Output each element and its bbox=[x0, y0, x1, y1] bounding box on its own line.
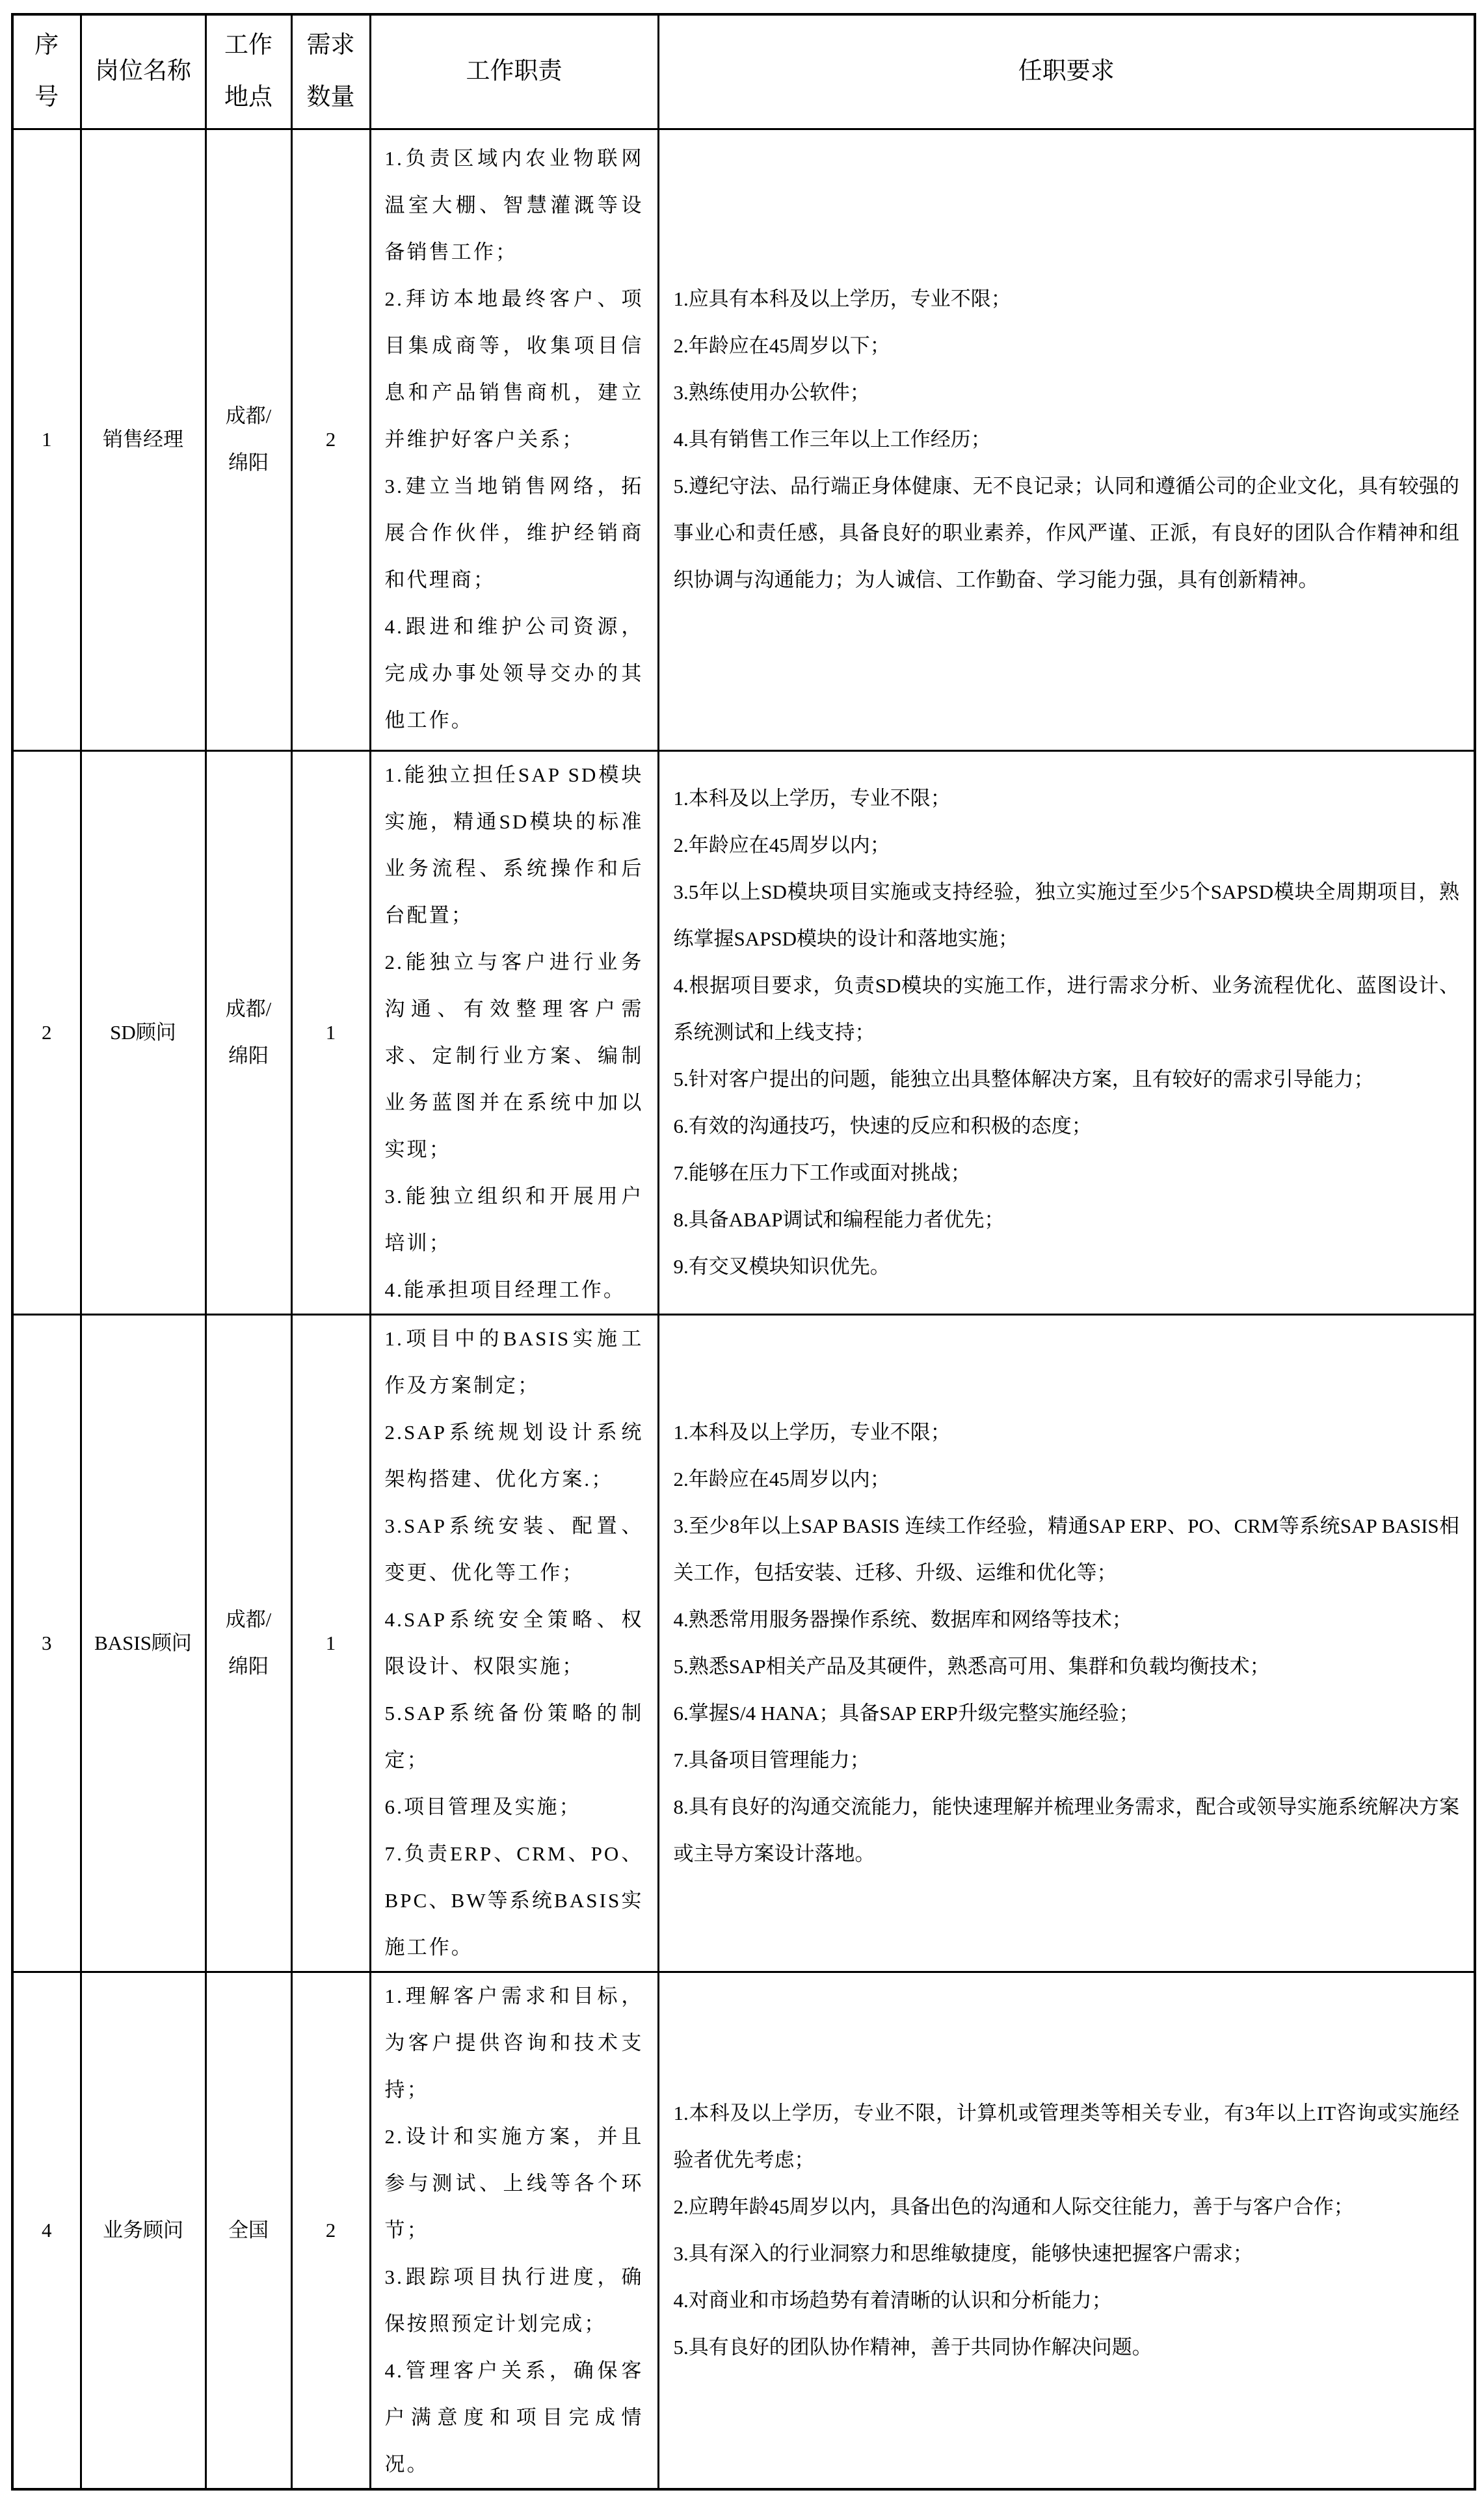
col-header-job-requirements bbox=[658, 14, 1475, 129]
text-line: 岗位名称 bbox=[95, 58, 191, 85]
text-line: 2.年龄应在45周岁以内； bbox=[673, 833, 890, 856]
cell-work-location bbox=[205, 750, 291, 1314]
col-header-serial-no bbox=[12, 14, 81, 129]
text-line: 4.跟进和维护公司资源，完成办事处领导交办的其他工作。 bbox=[384, 615, 644, 732]
text-line: 4.管理客户关系，确保客户满意度和项目完成情况。 bbox=[384, 2359, 644, 2476]
text-line: 6.项目管理及实施； bbox=[384, 1795, 581, 1818]
text-line: 5.针对客户提出的问题，能独立出具整体解决方案，且有较好的需求引导能力； bbox=[673, 1067, 1374, 1091]
col-header-job-duties bbox=[370, 14, 658, 129]
cell-position-name: 销售经理 bbox=[81, 129, 205, 750]
text-line: 4.能承担项目经理工作。 bbox=[384, 1278, 626, 1301]
text-line: 1.本科及以上学历，专业不限； bbox=[673, 786, 951, 810]
text-line: 工作职责 bbox=[466, 58, 563, 85]
cell-serial-no: 4 bbox=[12, 1972, 81, 2489]
cell-job-duties bbox=[370, 750, 658, 1314]
text-line: 5.遵纪守法、品行端正身体健康、无不良记录；认同和遵循公司的企业文化，具有较强的事业心和责任感，具备良好的职业素养，作风严谨、正派，有良好的团队合作精神和组织协调与沟通能力；为人诚信、工作勤奋、学习能力强，具有创新精神。 bbox=[673, 475, 1459, 591]
text-line: 3.熟练使用办公软件； bbox=[673, 381, 870, 404]
text-line: 4.熟悉常用服务器操作系统、数据库和网络等技术； bbox=[673, 1607, 1132, 1631]
text-line: 2.应聘年龄45周岁以内，具备出色的沟通和人际交往能力，善于与客户合作； bbox=[673, 2195, 1354, 2218]
col-header-work-location bbox=[205, 14, 291, 129]
text-line: 3.5年以上SD模块项目实施或支持经验，独立实施过至少5个SAPSD模块全周期项目，熟练掌握SAPSD模块的设计和落地实施； bbox=[673, 880, 1459, 950]
text-line: 3.能独立组织和开展用户培训； bbox=[384, 1184, 644, 1254]
text-line: 号 bbox=[34, 84, 59, 111]
cell-work-location bbox=[205, 129, 291, 750]
text-line: 1.本科及以上学历，专业不限； bbox=[673, 1420, 951, 1444]
text-line: 3.跟踪项目执行进度，确保按照预定计划完成； bbox=[384, 2265, 644, 2335]
text-line: 7.能够在压力下工作或面对挑战； bbox=[673, 1161, 971, 1184]
cell-job-requirements bbox=[658, 1972, 1475, 2489]
cell-position-name: 业务顾问 bbox=[81, 1972, 205, 2489]
text-line: 2.设计和实施方案，并且参与测试、上线等各个环节； bbox=[384, 2124, 644, 2241]
cell-job-duties bbox=[370, 1972, 658, 2489]
text-line: 需求 bbox=[306, 32, 355, 59]
text-line: 5.具有良好的团队协作精神，善于共同协作解决问题。 bbox=[673, 2335, 1152, 2359]
text-line: 5.SAP系统备份策略的制定； bbox=[384, 1701, 644, 1771]
text-line: 9.有交叉模块知识优先。 bbox=[673, 1254, 890, 1278]
text-line: 2.年龄应在45周岁以下； bbox=[673, 334, 890, 357]
text-line: 全国 bbox=[228, 2218, 269, 2241]
cell-job-requirements bbox=[658, 750, 1475, 1314]
cell-required-count: 1 bbox=[291, 1314, 370, 1972]
table-row bbox=[12, 1972, 1475, 2489]
text-line: 3.SAP系统安装、配置、变更、优化等工作； bbox=[384, 1514, 644, 1584]
text-line: 地点 bbox=[224, 84, 272, 111]
cell-required-count: 2 bbox=[291, 129, 370, 750]
text-line: 1.负责区域内农业物联网温室大棚、智慧灌溉等设备销售工作； bbox=[384, 147, 644, 263]
text-line: 6.掌握S/4 HANA；具备SAP ERP升级完整实施经验； bbox=[673, 1701, 1139, 1725]
text-line: 6.有效的沟通技巧，快速的反应和积极的态度； bbox=[673, 1114, 1092, 1137]
text-line: 1.能独立担任SAP SD模块实施，精通SD模块的标准业务流程、系统操作和后台配置； bbox=[384, 763, 644, 927]
text-line: 2.能独立与客户进行业务沟通、有效整理客户需求、定制行业方案、编制业务蓝图并在系统中加以实现； bbox=[384, 950, 644, 1161]
cell-serial-no: 2 bbox=[12, 750, 81, 1314]
text-line: 8.具备ABAP调试和编程能力者优先； bbox=[673, 1208, 1005, 1231]
text-line: 绵阳 bbox=[228, 1654, 269, 1678]
cell-work-location bbox=[205, 1972, 291, 2489]
text-line: 4.SAP系统安全策略、权限设计、权限实施； bbox=[384, 1607, 644, 1678]
text-line: 2.年龄应在45周岁以内； bbox=[673, 1467, 890, 1490]
table-body bbox=[12, 129, 1475, 2489]
text-line: 任职要求 bbox=[1018, 58, 1115, 85]
cell-job-requirements bbox=[658, 1314, 1475, 1972]
text-line: 数量 bbox=[306, 84, 355, 111]
text-line: 成都/ bbox=[225, 404, 272, 427]
cell-job-duties bbox=[370, 1314, 658, 1972]
cell-serial-no: 3 bbox=[12, 1314, 81, 1972]
cell-job-duties bbox=[370, 129, 658, 750]
col-header-required-count bbox=[291, 14, 370, 129]
cell-position-name: SD顾问 bbox=[81, 750, 205, 1314]
text-line: 2.拜访本地最终客户、项目集成商等，收集项目信息和产品销售商机，建立并维护好客户关系； bbox=[384, 287, 644, 451]
text-line: 3.具有深入的行业洞察力和思维敏捷度，能够快速把握客户需求； bbox=[673, 2241, 1253, 2265]
text-line: 绵阳 bbox=[228, 451, 269, 474]
text-line: 4.具有销售工作三年以上工作经历； bbox=[673, 428, 991, 451]
text-line: 工作 bbox=[224, 32, 272, 59]
text-line: 2.SAP系统规划设计系统架构搭建、优化方案.； bbox=[384, 1420, 644, 1490]
text-line: 3.建立当地销售网络，拓展合作伙伴，维护经销商和代理商； bbox=[384, 475, 644, 591]
text-line: 1.项目中的BASIS实施工作及方案制定； bbox=[384, 1327, 644, 1397]
text-line: 成都/ bbox=[225, 997, 272, 1020]
cell-required-count: 2 bbox=[291, 1972, 370, 2489]
header-row bbox=[12, 14, 1475, 129]
cell-required-count: 1 bbox=[291, 750, 370, 1314]
text-line: 绵阳 bbox=[228, 1044, 269, 1067]
text-line: 序 bbox=[34, 32, 59, 59]
text-line: 7.具备项目管理能力； bbox=[673, 1748, 870, 1771]
col-header-position-name bbox=[81, 14, 205, 129]
text-line: 8.具有良好的沟通交流能力，能快速理解并梳理业务需求，配合或领导实施系统解决方案或主导方案设计落地。 bbox=[673, 1795, 1459, 1865]
text-line: 7.负责ERP、CRM、PO、BPC、BW等系统BASIS实施工作。 bbox=[384, 1842, 644, 1959]
cell-position-name: BASIS顾问 bbox=[81, 1314, 205, 1972]
table-row bbox=[12, 1314, 1475, 1972]
cell-serial-no: 1 bbox=[12, 129, 81, 750]
text-line: 成都/ bbox=[225, 1607, 272, 1631]
text-line: 5.熟悉SAP相关产品及其硬件，熟悉高可用、集群和负载均衡技术； bbox=[673, 1654, 1270, 1678]
text-line: 1.本科及以上学历，专业不限，计算机或管理类等相关专业，有3年以上IT咨询或实施经验者优先考虑； bbox=[673, 2101, 1459, 2171]
text-line: 4.根据项目要求，负责SD模块的实施工作，进行需求分析、业务流程优化、蓝图设计、系统测试和上线支持； bbox=[673, 973, 1459, 1044]
text-line: 4.对商业和市场趋势有着清晰的认识和分析能力； bbox=[673, 2288, 1112, 2312]
table-row bbox=[12, 129, 1475, 750]
job-positions-table bbox=[11, 13, 1476, 2491]
text-line: 1.理解客户需求和目标，为客户提供咨询和技术支持； bbox=[384, 1984, 644, 2101]
table-row bbox=[12, 750, 1475, 1314]
cell-work-location bbox=[205, 1314, 291, 1972]
cell-job-requirements bbox=[658, 129, 1475, 750]
text-line: 1.应具有本科及以上学历，专业不限； bbox=[673, 287, 1011, 310]
text-line: 3.至少8年以上SAP BASIS 连续工作经验，精通SAP ERP、PO、CRM等系统SAP BASIS相关工作，包括安装、迁移、升级、运维和优化等； bbox=[673, 1514, 1459, 1584]
table-header bbox=[12, 14, 1475, 129]
